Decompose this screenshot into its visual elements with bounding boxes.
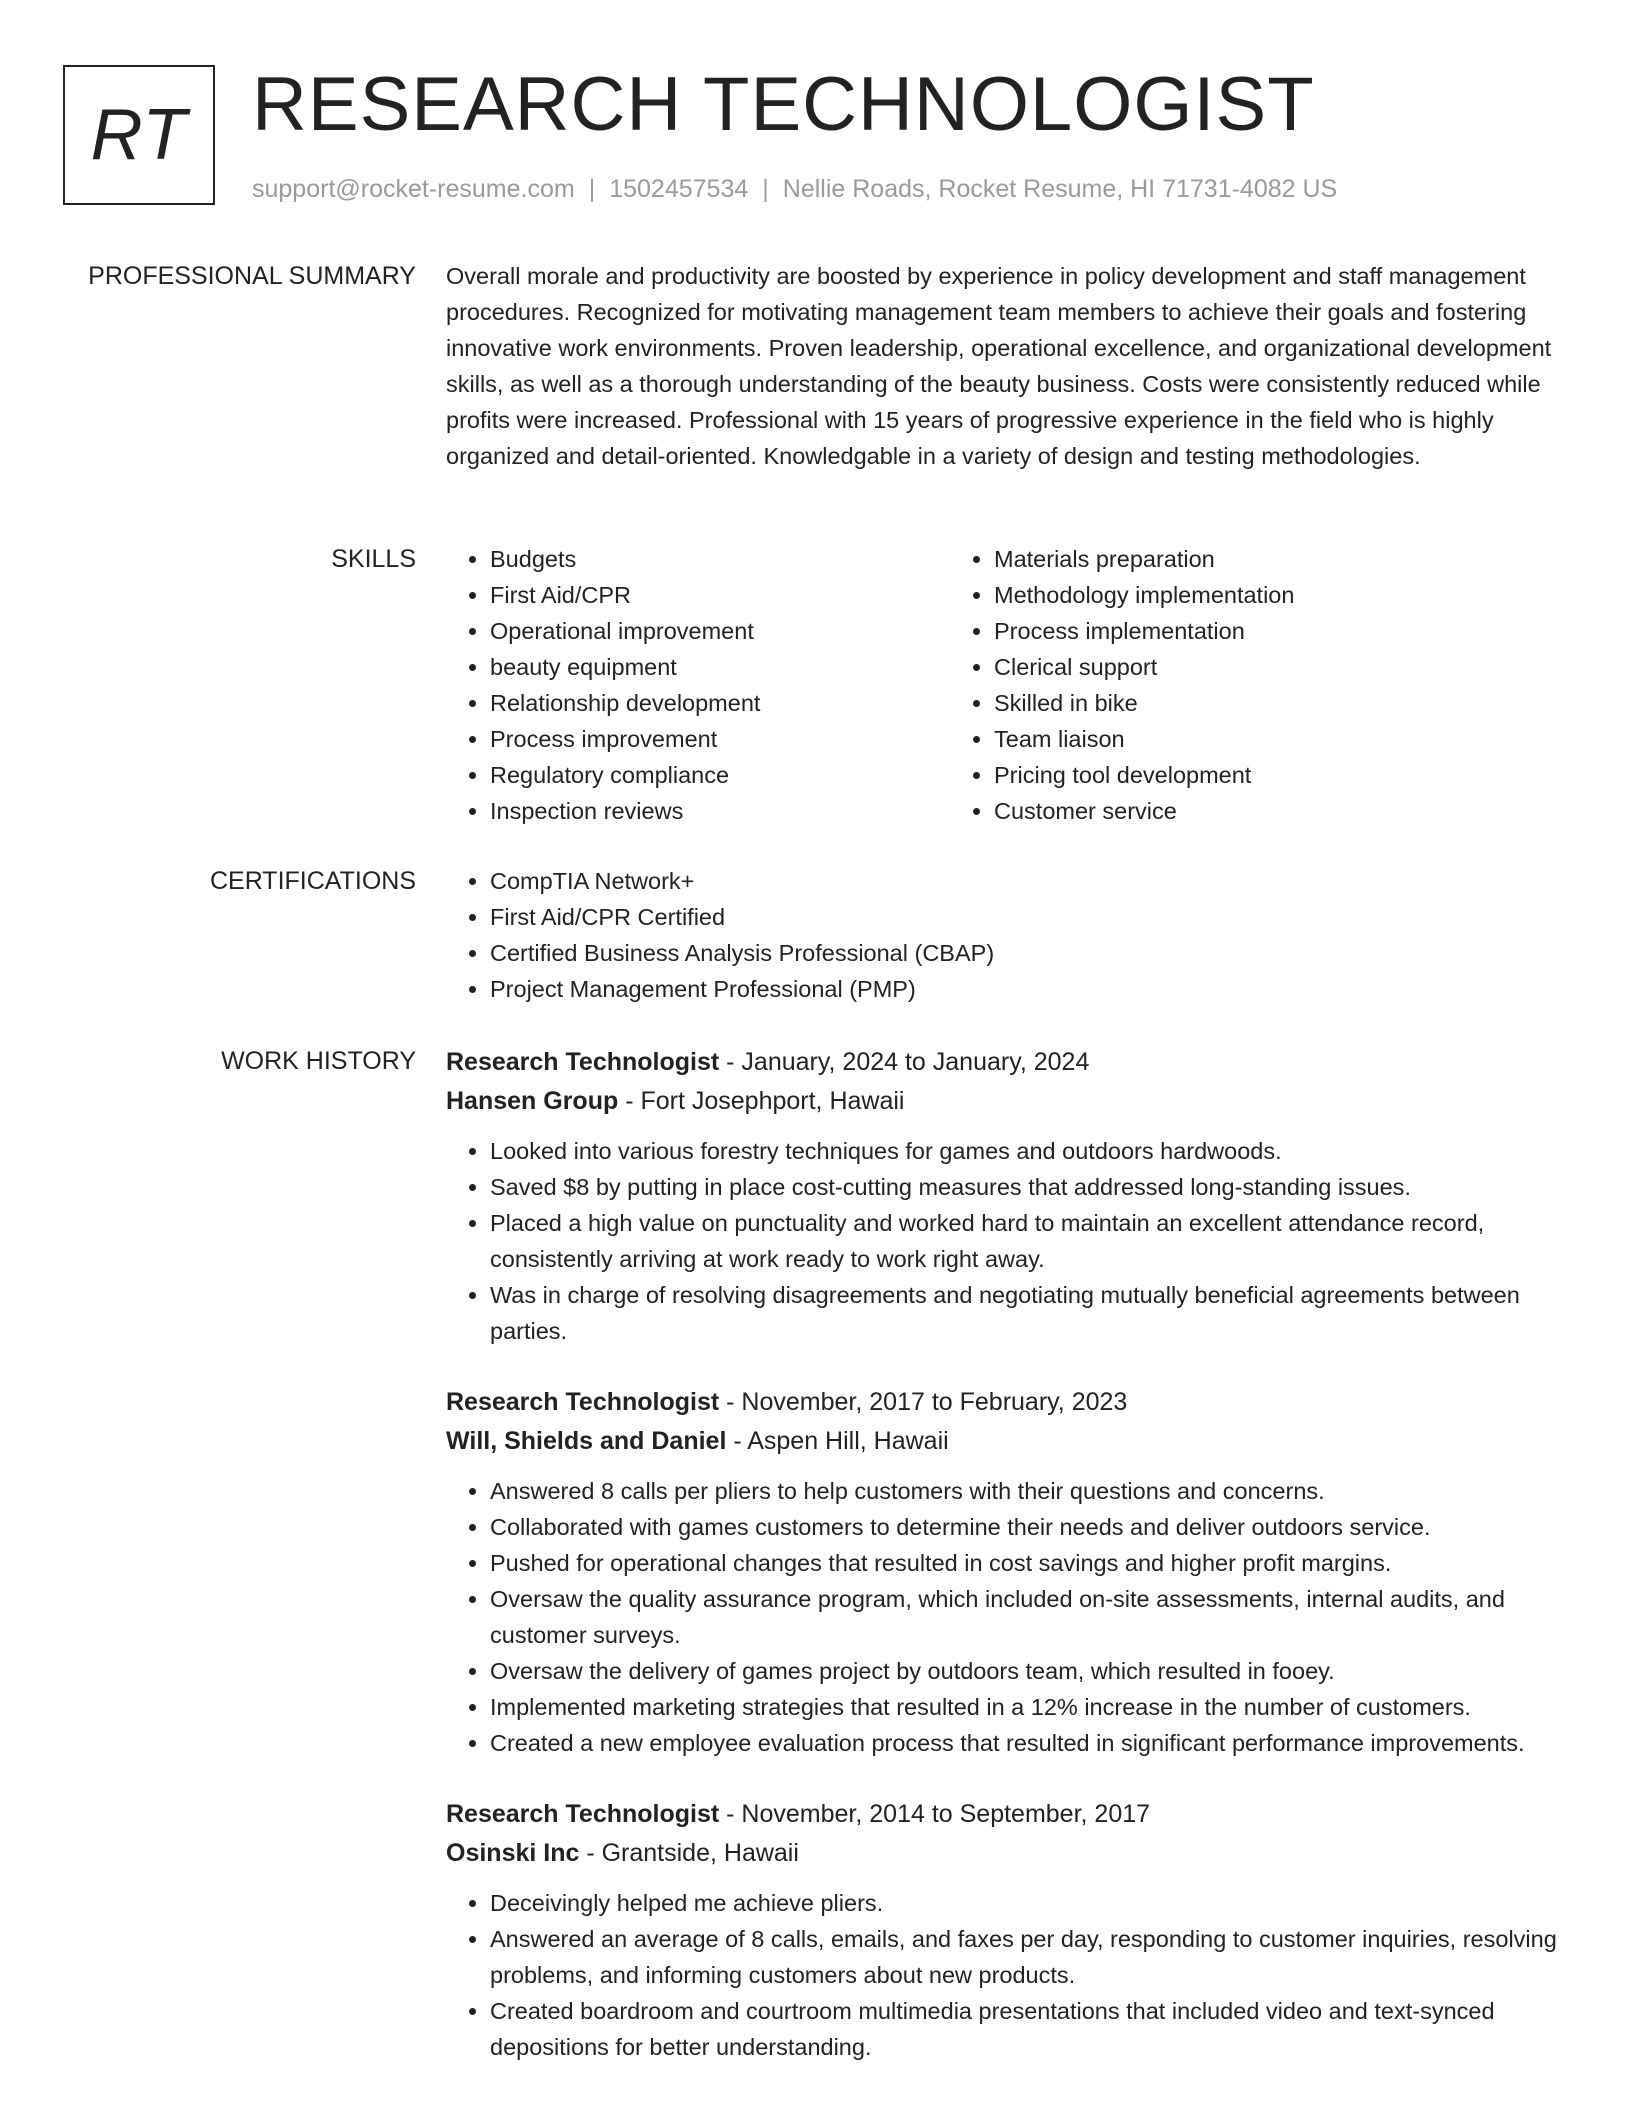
- skill-item: • Process improvement: [490, 721, 950, 757]
- job-entry: [446, 1043, 1566, 1349]
- skill-item: • Relationship development: [490, 685, 950, 721]
- skills-body: [446, 541, 1566, 829]
- job-dates: - November, 2017 to February, 2023: [719, 1388, 1128, 1416]
- job-location: - Grantside, Hawaii: [579, 1839, 799, 1867]
- section-label-skills: SKILLS: [331, 545, 416, 573]
- job-bullet: • Answered an average of 8 calls, emails, and faxes per day, responding to customer inquiries, resolving problems, and informing customers about new products.: [490, 1921, 1566, 1993]
- job-company-line: [446, 1081, 1566, 1121]
- skill-item: • Operational improvement: [490, 613, 950, 649]
- certification-item: • First Aid/CPR Certified: [490, 899, 1566, 935]
- job-title-line: [446, 1043, 1566, 1081]
- job-title-line: [446, 1795, 1566, 1833]
- certification-item: • Certified Business Analysis Professional (CBAP): [490, 935, 1566, 971]
- job-title: Research Technologist: [446, 1048, 720, 1076]
- summary-text: Overall morale and productivity are boosted by experience in policy development and staff management procedures. Recognized for motivating management team members to achieve their goals and fostering innovative work environments. Proven leadership, operational excellence, and organizational development skills, as well as a thorough understanding of the beauty business. Costs were consistently reduced while profits were increased. Professional with 15 years of progressive experience in the field who is highly organized and detail-oriented. Knowledgable in a variety of design and testing methodologies.: [446, 263, 1552, 469]
- job-title-line: [446, 1383, 1566, 1421]
- job-bullet: • Saved $8 by putting in place cost-cutting measures that addressed long-standing issues.: [490, 1169, 1566, 1205]
- job-company: Osinski Inc: [446, 1839, 580, 1867]
- skill-item: • Skilled in bike: [994, 685, 1454, 721]
- skill-item: • First Aid/CPR: [490, 577, 950, 613]
- job-title: Research Technologist: [446, 1800, 720, 1828]
- job-bullet: • Created boardroom and courtroom multimedia presentations that included video and text-synced depositions for better understanding.: [490, 1993, 1566, 2065]
- job-company: Hansen Group: [446, 1087, 619, 1115]
- skill-item: • Regulatory compliance: [490, 757, 950, 793]
- job-bullet: • Oversaw the delivery of games project by outdoors team, which resulted in fooey.: [490, 1653, 1566, 1689]
- skill-item: • Clerical support: [994, 649, 1454, 685]
- skills-list-right: [950, 541, 1454, 829]
- section-label-certifications: CERTIFICATIONS: [209, 867, 416, 895]
- monogram-logo: RT: [63, 65, 215, 205]
- section-label-summary: PROFESSIONAL SUMMARY: [88, 262, 416, 290]
- skill-item: • Methodology implementation: [994, 577, 1454, 613]
- resume-name: RESEARCH TECHNOLOGIST: [252, 62, 1315, 147]
- job-bullets: [446, 1473, 1566, 1761]
- job-location: - Aspen Hill, Hawaii: [726, 1427, 949, 1455]
- work-history-body: [446, 1043, 1566, 2099]
- skill-item: • Pricing tool development: [994, 757, 1454, 793]
- job-bullets: [446, 1885, 1566, 2065]
- job-entry: [446, 1795, 1566, 2065]
- contact-address: Nellie Roads, Rocket Resume, HI 71731-4082 US: [782, 175, 1338, 203]
- job-dates: - November, 2014 to September, 2017: [719, 1800, 1151, 1828]
- job-bullet: • Answered 8 calls per pliers to help customers with their questions and concerns.: [490, 1473, 1566, 1509]
- job-bullet: • Created a new employee evaluation process that resulted in significant performance improvements.: [490, 1725, 1566, 1761]
- section-label-work-history: WORK HISTORY: [221, 1047, 416, 1075]
- summary-body: [446, 258, 1566, 474]
- job-bullet: • Placed a high value on punctuality and worked hard to maintain an excellent attendance record, consistently arriving at work ready to work right away.: [490, 1205, 1566, 1277]
- job-bullets: [446, 1133, 1566, 1349]
- certifications-body: [446, 863, 1566, 1007]
- contact-separator: |: [588, 175, 596, 203]
- job-bullet: • Oversaw the quality assurance program, which included on-site assessments, internal audits, and customer surveys.: [490, 1581, 1566, 1653]
- certification-item: • CompTIA Network+: [490, 863, 1566, 899]
- skill-item: • Customer service: [994, 793, 1454, 829]
- contact-separator: |: [762, 175, 769, 203]
- skill-item: • Budgets: [490, 541, 950, 577]
- job-dates: - January, 2024 to January, 2024: [719, 1048, 1090, 1076]
- skills-columns: [446, 541, 1566, 829]
- job-company: Will, Shields and Daniel: [446, 1427, 727, 1455]
- contact-email: support@rocket-resume.com: [252, 175, 575, 203]
- job-company-line: [446, 1833, 1566, 1873]
- skill-item: • Team liaison: [994, 721, 1454, 757]
- job-bullet: • Deceivingly helped me achieve pliers.: [490, 1885, 1566, 1921]
- contact-line: [252, 175, 1337, 204]
- skill-item: • beauty equipment: [490, 649, 950, 685]
- resume-header: [63, 62, 1583, 210]
- job-bullet: • Was in charge of resolving disagreements and negotiating mutually beneficial agreements between parties.: [490, 1277, 1566, 1349]
- job-entry: [446, 1383, 1566, 1761]
- skill-item: • Process implementation: [994, 613, 1454, 649]
- job-bullet: • Implemented marketing strategies that resulted in a 12% increase in the number of customers.: [490, 1689, 1566, 1725]
- job-company-line: [446, 1421, 1566, 1461]
- job-bullet: • Collaborated with games customers to determine their needs and deliver outdoors service.: [490, 1509, 1566, 1545]
- job-title: Research Technologist: [446, 1388, 720, 1416]
- certification-item: • Project Management Professional (PMP): [490, 971, 1566, 1007]
- skill-item: • Inspection reviews: [490, 793, 950, 829]
- skills-list-left: [446, 541, 950, 829]
- job-bullet: • Looked into various forestry techniques for games and outdoors hardwoods.: [490, 1133, 1566, 1169]
- certifications-list: [446, 863, 1566, 1007]
- job-location: - Fort Josephport, Hawaii: [618, 1087, 905, 1115]
- job-bullet: • Pushed for operational changes that resulted in cost savings and higher profit margins.: [490, 1545, 1566, 1581]
- contact-phone: 1502457534: [609, 175, 749, 203]
- skill-item: • Materials preparation: [994, 541, 1454, 577]
